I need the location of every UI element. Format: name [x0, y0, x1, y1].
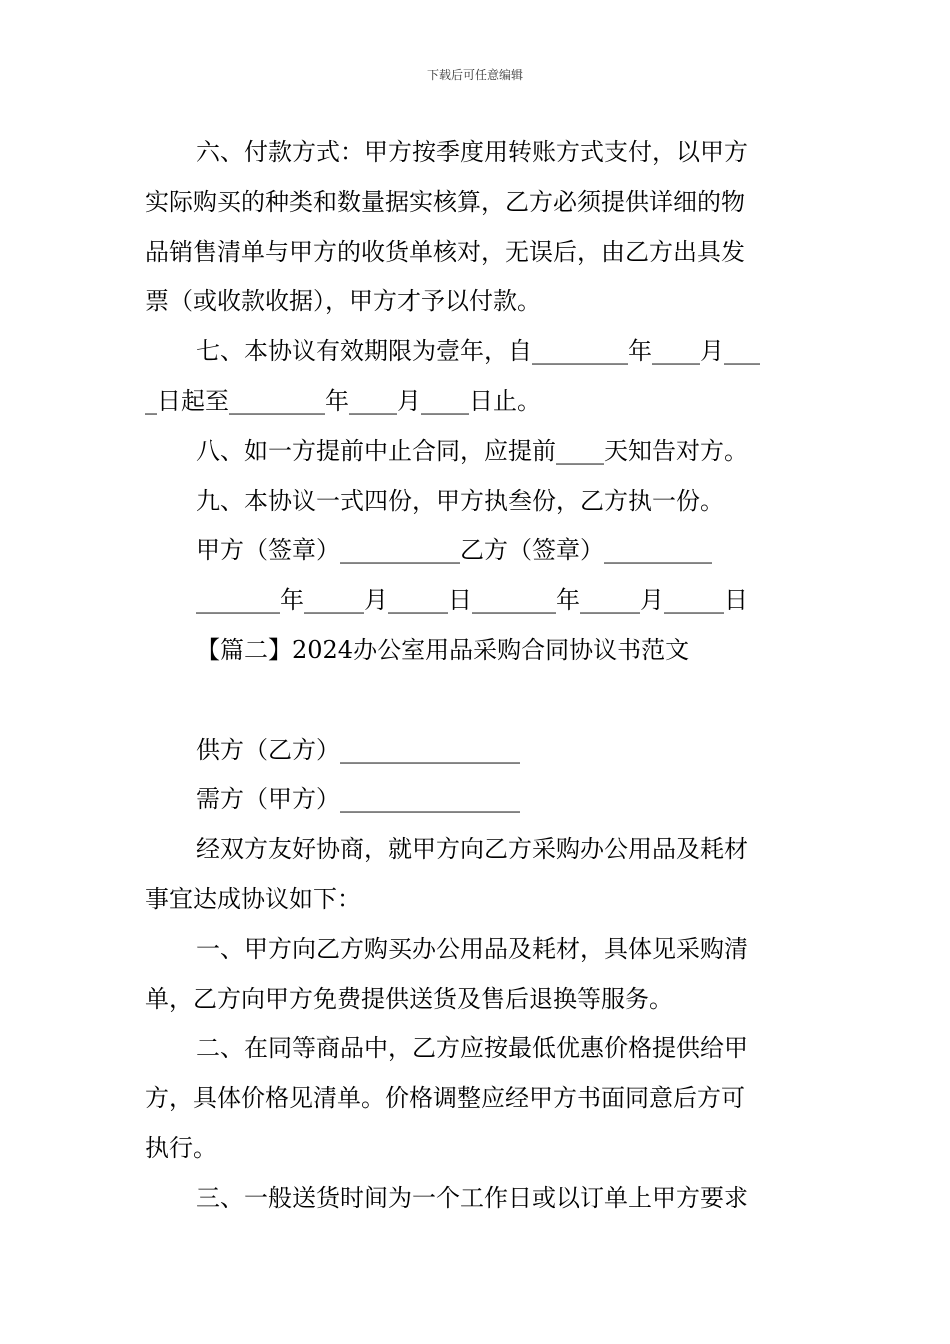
supplier-line: 供方（乙方）_______________ [196, 735, 520, 764]
paragraph-line: 票（或收款收据），甲方才予以付款。 [145, 287, 541, 316]
date-line: _______年_____月_____日_______年_____月_____日 [196, 586, 748, 615]
signature-line: 甲方（签章）__________乙方（签章）_________ [196, 536, 712, 565]
blank-line [145, 676, 810, 726]
paragraph-line: 方，具体价格见清单。价格调整应经甲方书面同意后方可 [145, 1084, 745, 1113]
paragraph-line: 事宜达成协议如下： [145, 884, 361, 913]
paragraph-line: 品销售清单与甲方的收货单核对，无误后，由乙方出具发 [145, 237, 745, 266]
section-title: 【篇二】2024办公室用品采购合同协议书范文 [196, 635, 690, 664]
paragraph-line-validity-period: 七、本协议有效期限为壹年，自________年____月___ [196, 337, 760, 366]
paragraph-line-copies: 九、本协议一式四份，甲方执叁份，乙方执一份。 [196, 486, 724, 515]
paragraph-line-clause-three: 三、一般送货时间为一个工作日或以订单上甲方要求 [196, 1183, 748, 1212]
paragraph-line: 单，乙方向甲方免费提供送货及售后退换等服务。 [145, 984, 673, 1013]
paragraph-line-termination: 八、如一方提前中止合同，应提前____天知告对方。 [196, 436, 748, 465]
document-body [145, 128, 810, 1224]
buyer-line: 需方（甲方）_______________ [196, 785, 520, 814]
paragraph-line-agreement-intro: 经双方友好协商，就甲方向乙方采购办公用品及耗材 [196, 835, 748, 864]
paragraph-line: 实际购买的种类和数量据实核算，乙方必须提供详细的物 [145, 187, 745, 216]
paragraph-line-clause-one: 一、甲方向乙方购买办公用品及耗材，具体见采购清 [196, 934, 748, 963]
paragraph-line: _日起至________年____月____日止。 [145, 386, 541, 415]
paragraph-line-clause-two: 二、在同等商品中，乙方应按最低优惠价格提供给甲 [196, 1034, 748, 1063]
page-header: 下载后可任意编辑 [426, 68, 523, 82]
paragraph-line: 执行。 [145, 1133, 217, 1162]
paragraph-line-payment-method: 六、付款方式：甲方按季度用转账方式支付，以甲方 [196, 138, 748, 166]
